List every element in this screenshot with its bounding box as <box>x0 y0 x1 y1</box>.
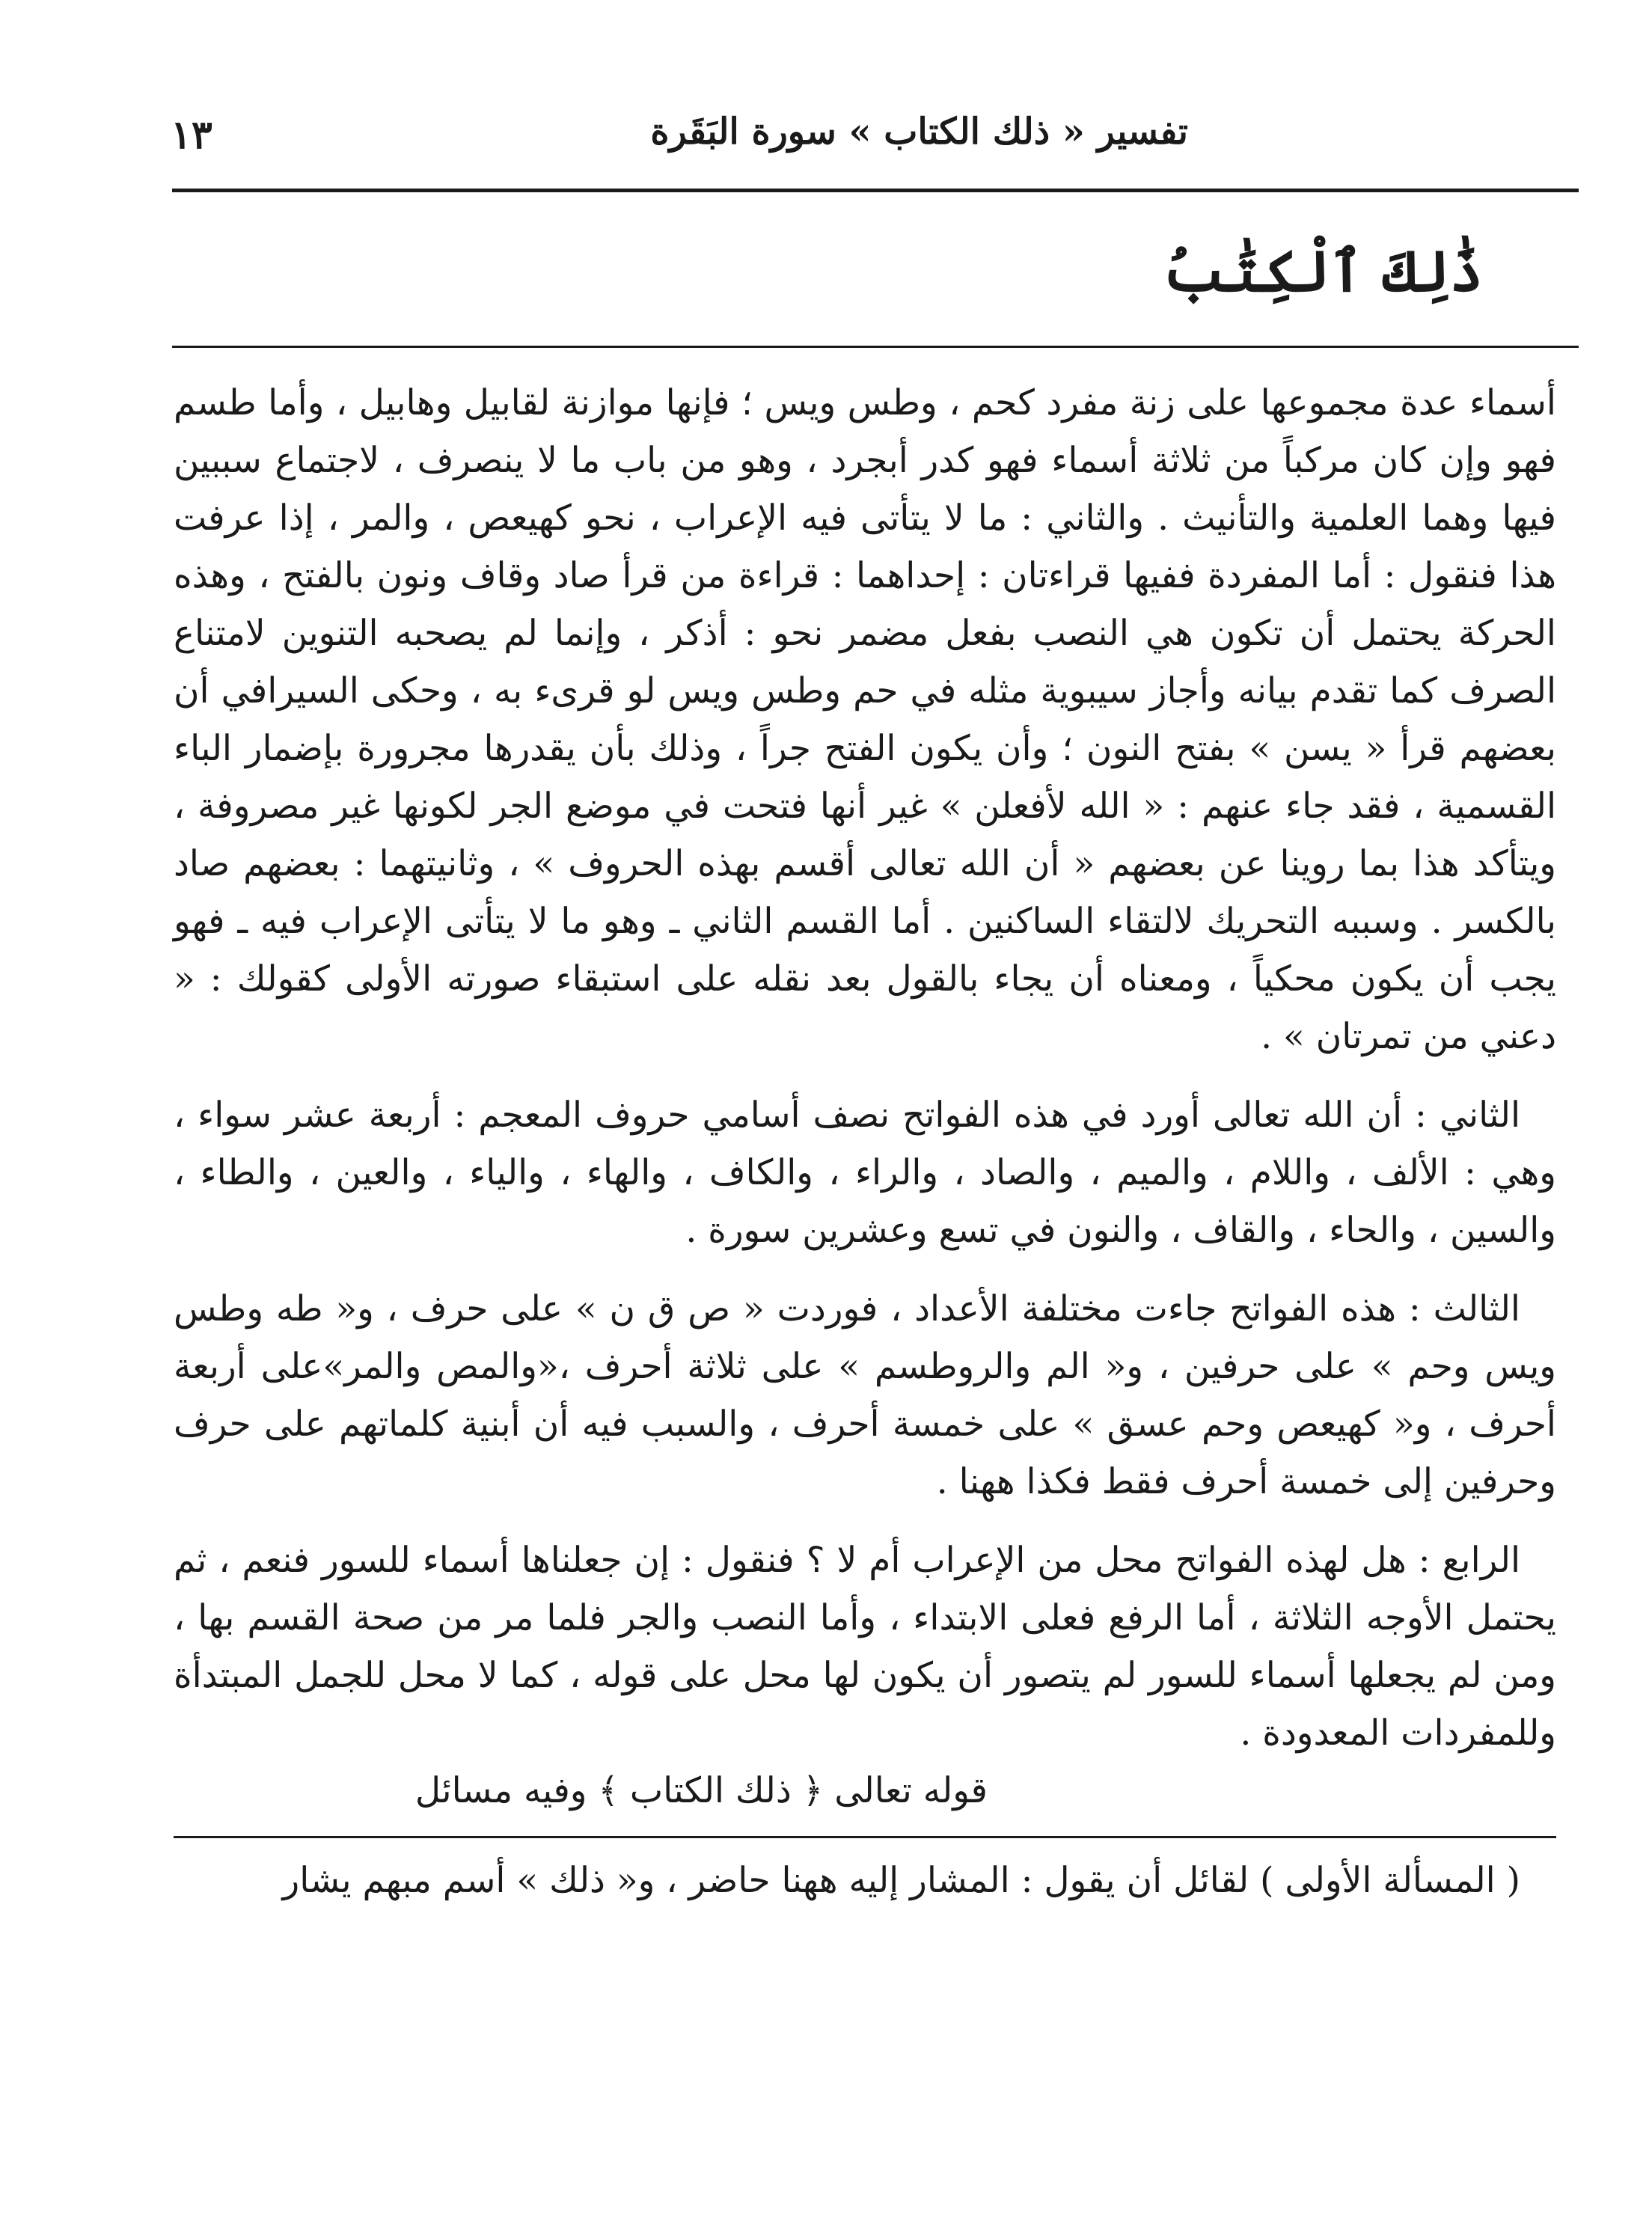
header-rule <box>172 189 1579 192</box>
heading-rule <box>172 346 1579 348</box>
paragraph-2: الثاني : أن الله تعالى أورد في هذه الفواتح نصف أسامي حروف المعجم : أربعة عشر سواء ، وهي : الألف ، واللام ، والميم ، والصاد ، والراء ، والكاف ، والهاء ، والياء ، والعين ، والطاء ، والسين ، والحاء ، والقاف ، والنون في تسع وعشرين سورة . <box>174 1095 1556 1251</box>
paragraph-4: الرابع : هل لهذه الفواتح محل من الإعراب أم لا ؟ فنقول : إن جعلناها أسماء للسور فنعم ، ثم يحتمل الأوجه الثلاثة ، أما الرفع فعلى الابتداء ، وأما النصب والجر فلما مر من صحة القسم بها ، ومن لم يجعلها أسماء للسور لم يتصور أن يكون لها محل على قوله ، كما لا محل للجمل المبتدأة وللمفردات المعدودة . <box>174 1540 1556 1754</box>
section-rule <box>174 1836 1556 1838</box>
verse-intro: قوله تعالى ﴿ ذلك الكتاب ﴾ وفيه مسائل <box>414 1770 988 1811</box>
body-text <box>174 374 1556 1909</box>
paragraph-3: الثالث : هذه الفواتح جاءت مختلفة الأعداد ، فوردت « ص ق ن » على حرف ، و« طه وطس ويس وحم » على حرفين ، و« الم والروطسم » على ثلاثة أحرف ،«والمص والمر»على أربعة أحرف ، و« كهيعص وحم عسق » على خمسة أحرف ، والسبب فيه أن أبنية كلماتهم على حرف وحرفين إلى خمسة أحرف فقط فكذا ههنا . <box>174 1288 1556 1502</box>
verse-heading: ذَٰلِكَ ٱلْكِتَٰبُ <box>1163 238 1483 304</box>
paragraph-6: ( المسألة الأولى ) لقائل أن يقول : المشار إليه ههنا حاضر ، و« ذلك » أسم مبهم يشار <box>282 1860 1520 1901</box>
page-number: ١٣ <box>171 112 212 158</box>
paragraph-1: أسماء عدة مجموعها على زنة مفرد كحم ، وطس ويس ؛ فإنها موازنة لقابيل وهابيل ، وأما طسم فهو وإن كان مركباً من ثلاثة أسماء فهو كدر أبجرد ، وهو من باب ما لا ينصرف ، لاجتماع سببين فيها وهما العلمية والتأنيث . والثاني : ما لا يتأتى فيه الإعراب ، نحو كهيعص ، والمر ، إذا عرفت هذا فنقول : أما المفردة ففيها قراءتان : إحداهما : قراءة من قرأ صاد وقاف ونون بالفتح ، وهذه الحركة يحتمل أن تكون هي النصب بفعل مضمر نحو : أذكر ، وإنما لم يصحبه التنوين لامتناع الصرف كما تقدم بيانه وأجاز سيبوية مثله في حم وطس ويس لو قرىء به ، وحكى السيرافي أن بعضهم قرأ « يسن » بفتح النون ؛ وأن يكون الفتح جراً ، وذلك بأن يقدرها مجرورة بإضمار الباء القسمية ، فقد جاء عنهم : « الله لأفعلن » غير أنها فتحت في موضع الجر لكونها غير مصروفة ، ويتأكد هذا بما روينا عن بعضهم « أن الله تعالى أقسم بهذه الحروف » ، وثانيتهما : بعضهم صاد بالكسر . وسببه التحريك لالتقاء الساكنين . أما القسم الثاني ـ وهو ما لا يتأتى الإعراب فيه ـ فهو يجب أن يكون محكياً ، ومعناه أن يجاء بالقول بعد نقله على استبقاء صورته الأولى كقولك : « دعني من تمرتان » . <box>174 382 1556 1057</box>
running-header: تفسير « ذلك الكتاب » سورة البَقَرة <box>650 111 1188 153</box>
